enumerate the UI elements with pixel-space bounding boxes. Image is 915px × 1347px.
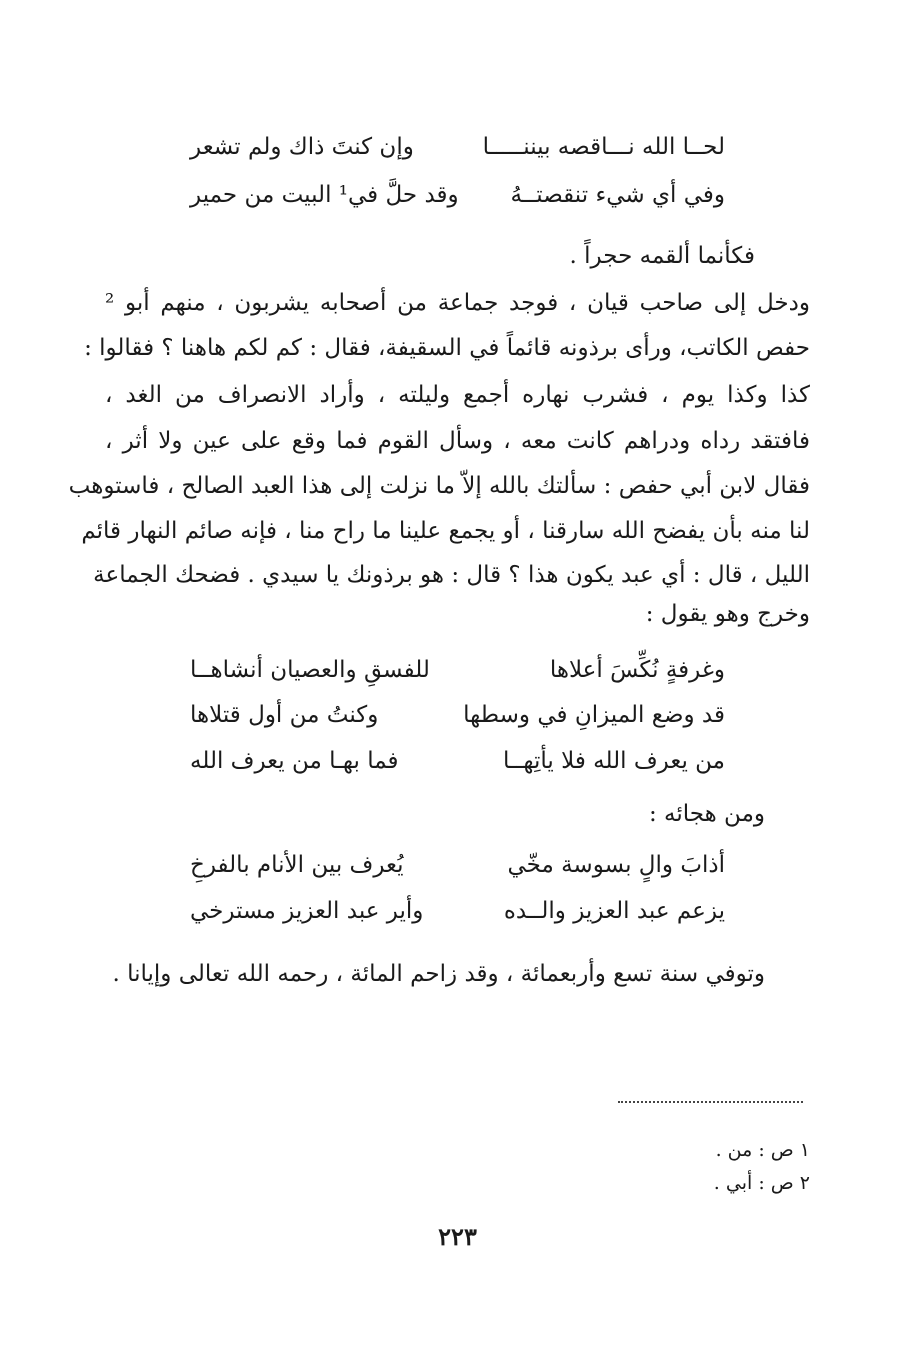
- verse-line: [190, 128, 725, 166]
- verse-second-hemistich: فما بهـا من يعرف الله: [190, 748, 399, 774]
- verse-first-hemistich: يزعم عبد العزيز والــده: [503, 898, 725, 924]
- verse-line: [190, 651, 725, 689]
- line-after-verses: فكأنما ألقمه حجراً .: [569, 243, 755, 269]
- paragraph-line: لنا منه بأن يفضح الله سارقنا ، أو يجمع علينا ما راح منا ، فإنه صائم النهار قائم: [81, 518, 810, 544]
- footnote: ١ ص : من .: [715, 1139, 810, 1161]
- paragraph-line: كذا وكذا يوم ، فشرب نهاره أجمع وليلته ، وأراد الانصراف من الغد ،: [105, 382, 810, 408]
- verse-first-hemistich: وفي أي شيء تنقصتــهُ: [510, 182, 725, 208]
- paragraph-line: حفص الكاتب، ورأى برذونه قائماً في السقيفة، فقال : كم لكم هاهنا ؟ فقالوا :: [84, 335, 810, 361]
- page-number: ٢٢٣: [438, 1222, 477, 1251]
- verse-second-hemistich: للفسقِ والعصيان أنشاهــا: [190, 657, 430, 683]
- verse-first-hemistich: قد وضع الميزانِ في وسطها: [463, 702, 725, 728]
- verse-second-hemistich: وكنتُ من أول قتلاها: [190, 702, 379, 728]
- verse-second-hemistich: وقد حلَّ في¹ البيت من حمير: [190, 182, 459, 208]
- verse-first-hemistich: من يعرف الله فلا يأتِهــا: [502, 748, 725, 774]
- verse-line: [190, 696, 725, 734]
- verse-second-hemistich: وأير عبد العزيز مسترخي: [190, 898, 424, 924]
- paragraph-line: فقال لابن أبي حفص : سألتك بالله إلاّ ما نزلت إلى هذا العبد الصالح ، فاستوهب: [68, 473, 810, 499]
- verse-second-hemistich: وإن كنتَ ذاك ولم تشعر: [190, 134, 414, 160]
- footnote: ٢ ص : أبي .: [713, 1172, 810, 1194]
- paragraph-line: ودخل إلى صاحب قيان ، فوجد جماعة من أصحابه يشربون ، منهم أبو ²: [105, 290, 810, 316]
- verse-line: [190, 742, 725, 780]
- hija-intro: ومن هجائه :: [648, 801, 765, 827]
- verse-line: [190, 846, 725, 884]
- paragraph-line: وخرج وهو يقول :: [645, 601, 810, 627]
- verse-first-hemistich: أذابَ والٍ بسوسة مخّي: [507, 852, 725, 878]
- closing-line: وتوفي سنة تسع وأربعمائة ، وقد زاحم المائة ، رحمه الله تعالى وإيانا .: [112, 961, 765, 987]
- paragraph-line: فافتقد رداه ودراهم كانت معه ، وسأل القوم فما وقع على عين ولا أثر ،: [105, 428, 810, 454]
- verse-second-hemistich: يُعرف بين الأنام بالفرخِ: [190, 852, 404, 878]
- verse-first-hemistich: وغرفةٍ نُكِّسَ أعلاها: [549, 657, 725, 683]
- verse-first-hemistich: لحــا الله نـــاقصه بيننـــــا: [482, 134, 725, 160]
- footnote-separator: [618, 1101, 803, 1103]
- paragraph-line: الليل ، قال : أي عبد يكون هذا ؟ قال : هو برذونك يا سيدي . فضحك الجماعة: [93, 562, 810, 588]
- verse-line: [190, 892, 725, 930]
- verse-line: [190, 176, 725, 214]
